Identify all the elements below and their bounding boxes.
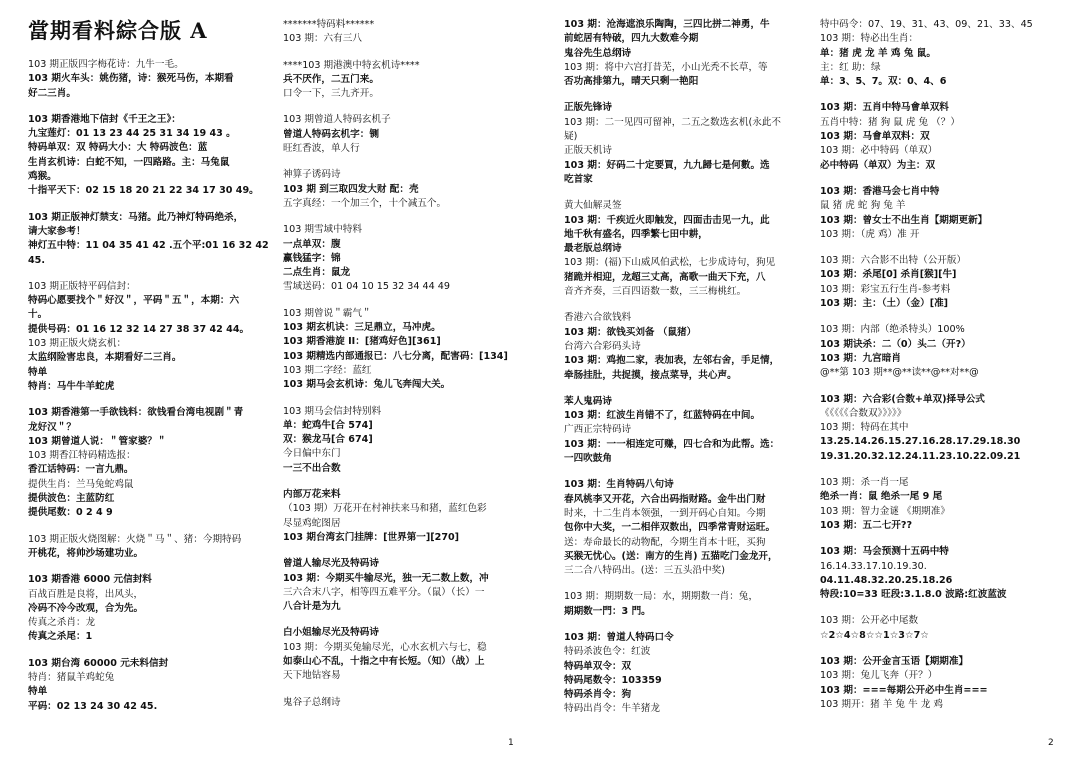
text-line: 否功高排第九，晴天只剩一艳阳 xyxy=(564,76,699,88)
text-block xyxy=(820,655,1065,712)
text-block xyxy=(820,614,1065,643)
text-block xyxy=(564,101,808,187)
text-line: 鸡猴。 xyxy=(28,171,57,183)
text-line: 神灯五中特：11 04 35 41 42 .五个平:01 16 32 42 xyxy=(28,240,269,252)
text-line: 五肖中特：猪 狗 鼠 虎 兔 （？） xyxy=(820,116,960,128)
text-line: 特肖：猪鼠羊鸡蛇兔 xyxy=(28,671,115,683)
text-block xyxy=(564,590,808,619)
text-line: 16.14.33.17.10.19.30. xyxy=(820,560,927,572)
text-block xyxy=(283,59,521,102)
text-line: 香江话特码：一言九鼎。 xyxy=(28,464,134,476)
text-line: 103 期：公开金言玉语【期期准】 xyxy=(820,655,969,667)
text-line: 103 期正版特平码信封： xyxy=(28,280,136,292)
text-line: 《《《《《合数双》》》》》 xyxy=(820,407,907,419)
text-line: 绝杀一肖：鼠 绝杀一尾 9 尾 xyxy=(820,491,943,503)
text-line: 三二合八特码出。(送：三五头沿中奖) xyxy=(564,565,725,577)
text-line: 103 期玄机诀：三足鼎立，马冲虎。 xyxy=(283,322,441,334)
text-block xyxy=(820,254,1065,311)
text-line: 台湾六合彩码头诗 xyxy=(564,340,641,352)
text-line: 103 期：===每期公开必中生肖=== xyxy=(820,684,988,696)
text-line: 103 期二字经：蓝红 xyxy=(283,364,372,376)
text-block xyxy=(564,18,808,89)
text-line: 特单 xyxy=(28,686,48,698)
text-line: 特码单双：双 特码大小：大 特码波色：蓝 xyxy=(28,142,208,154)
text-line: 兵不厌作，二五门来。 xyxy=(283,73,379,85)
text-line: 旺红香波，单人行 xyxy=(283,143,360,155)
text-line: 103 期：生肖特码八句诗 xyxy=(564,479,674,491)
column-2 xyxy=(283,18,521,722)
text-line: 103 期：一一相连定可赚，四七合和为此帮。选： xyxy=(564,438,780,450)
column-3 xyxy=(564,18,808,729)
text-line: 单：3、5、7。双：0、4、6 xyxy=(820,76,947,88)
text-line: 传真之杀尾：1 xyxy=(28,631,93,643)
text-line: 特段:10=33 旺段:3.1.8.0 波路:红波蓝波 xyxy=(820,589,1007,601)
column-2-blocks xyxy=(283,18,521,710)
text-line: 103 期：沧海遮浪乐陶陶，三四比拼二神勇，牛 xyxy=(564,19,770,30)
text-line: 103 期：兔儿飞奔（开？） xyxy=(820,670,938,682)
text-block xyxy=(28,406,268,520)
text-line: 103 期台湾玄门挂牌：[世界第一][270] xyxy=(283,531,460,543)
text-line: 请大家参考！ xyxy=(28,225,86,237)
text-block xyxy=(283,696,521,710)
text-block xyxy=(564,478,808,578)
text-line: 103 期：红波生肖错不了，红蓝特码在中间。 xyxy=(564,410,761,422)
column-3-blocks xyxy=(564,18,808,717)
text-block xyxy=(283,18,521,47)
text-line: 13.25.14.26.15.27.16.28.17.29.18.30 xyxy=(820,436,1021,448)
text-line: 45. xyxy=(28,254,45,266)
text-line: 双：猴龙马[合 674] xyxy=(283,434,373,446)
text-line: 春风桃李又开花，六合出码指财路。金牛出门财 xyxy=(564,493,766,505)
text-line: 103 期：杀一肖一尾 xyxy=(820,477,909,489)
text-line: 三六合末八字，相等四五难平分。（鼠）（长）一 xyxy=(283,586,485,598)
text-line: 一三不出合数 xyxy=(283,462,341,474)
text-block xyxy=(283,223,521,294)
text-block xyxy=(28,657,268,714)
text-block xyxy=(283,307,521,393)
text-block xyxy=(820,476,1065,533)
text-line: 特码单双令：双 xyxy=(564,660,632,672)
text-block xyxy=(28,211,268,268)
text-line: 103 期曾道人特码玄机子 xyxy=(283,114,391,126)
text-line: 期期数一門：3 門。 xyxy=(564,605,651,617)
text-line: 黄大仙解灵签 xyxy=(564,200,622,212)
text-line: 103 期香港旋 II：[猪鸡好色][361] xyxy=(283,336,441,348)
text-line: 特中码令：07、19、31、43、09、21、33、45 xyxy=(820,19,1033,30)
text-line: 广西正宗特码诗 xyxy=(564,424,632,436)
text-block xyxy=(283,488,521,545)
page-title: 當期看料綜合版 A xyxy=(28,18,208,43)
text-line: 时来，十二生肖本领强，一到开码心自知。今期 xyxy=(564,507,766,519)
text-line: 103 期：将中六宫打昔芜，小山光秃不长草，等 xyxy=(564,61,768,73)
text-line: 十。 xyxy=(28,309,48,321)
text-line: 内部万花来料 xyxy=(283,489,341,501)
text-line: 103 期：马會单双料：双 xyxy=(820,131,930,143)
text-block xyxy=(283,626,521,683)
text-line: 传真之杀肖：龙 xyxy=(28,617,96,629)
text-block xyxy=(564,631,808,717)
text-line: @**第 103 期**@**读**@**对**@ xyxy=(820,367,979,379)
text-line: 103 期雪域中特料 xyxy=(283,224,362,236)
column-1 xyxy=(28,18,268,726)
text-line: 鼠 猪 虎 蛇 狗 兔 羊 xyxy=(820,200,906,212)
text-line: 二点生肖：鼠龙 xyxy=(283,267,351,279)
right-page xyxy=(540,0,1080,762)
text-line: 冷码不冷今改观，合为先。 xyxy=(28,602,144,614)
text-line: 103 期精选内部通报已：八七分离，配害码：[134] xyxy=(283,350,508,362)
text-line: 103 期：五二七开?? xyxy=(820,519,913,531)
text-line: 送：寿命最长的动物配，今期生肖本十旺，买狗 xyxy=(564,536,766,548)
text-line: 八合计是为九 xyxy=(283,601,341,613)
text-line: 地千秋有盛名，四季繁七田中耕， xyxy=(564,228,708,240)
text-line: 口令一下，三九齐开。 xyxy=(283,88,379,100)
text-block xyxy=(283,557,521,614)
text-block xyxy=(28,533,268,562)
text-line: 包你中大奖，一二相伴双数出，四季常青财运旺。 xyxy=(564,522,776,534)
text-line: 正版天机诗 xyxy=(564,145,612,157)
text-line: 九宝莲灯：01 13 23 44 25 31 34 19 43 。 xyxy=(28,128,236,140)
text-line: 103 期：今期买兔输尽光，心水玄机六与七，稳 xyxy=(283,641,487,653)
text-line: 103 期：香港马会七肖中特 xyxy=(820,185,940,197)
text-line: 103 期：二一见四可留神，二五之数选玄机(永此不 xyxy=(564,116,781,128)
text-line: 曾道人特码玄机字：铡 xyxy=(283,128,379,140)
text-block xyxy=(28,58,268,101)
text-line: 平码：02 13 24 30 42 45. xyxy=(28,700,158,712)
text-block xyxy=(283,168,521,211)
text-line: 103 期曾道人说：＂管家婆？＂ xyxy=(28,435,167,447)
text-block xyxy=(28,573,268,644)
text-block xyxy=(283,405,521,476)
text-line: 103 期香港 6000 元信封料 xyxy=(28,574,152,586)
text-line: 一点单双：腹 xyxy=(283,238,341,250)
text-line: 音齐齐奏，三百四语数一数，三三梅桃红。 xyxy=(564,286,747,298)
page-number-1: 1 xyxy=(508,738,514,748)
text-line: 最老版总纲诗 xyxy=(564,243,622,255)
text-line: 103 期：九宫暗肖 xyxy=(820,352,901,364)
text-line: 龙好汉＂？ xyxy=(28,421,76,433)
text-line: ☆2☆4☆8☆☆1☆3☆7☆ xyxy=(820,629,929,641)
text-line: 猪跪并相迎，龙超三丈高，高歌一曲天下充，八 xyxy=(564,271,766,283)
text-line: 103 期：特码在其中 xyxy=(820,422,909,434)
text-line: 103 期：杀尾[0] 杀肖[猴][牛] xyxy=(820,269,957,281)
text-line: 雪域送码：01 04 10 15 32 34 44 49 xyxy=(283,281,450,293)
text-line: 尽显鸡蛇图居 xyxy=(283,517,341,529)
text-line: 疑) xyxy=(564,131,578,143)
text-line: 103 期：特必出生肖： xyxy=(820,33,919,45)
text-line: 103 期：今期买牛输尽光，独一无二数上数，冲 xyxy=(283,572,489,584)
text-block xyxy=(820,185,1065,242)
text-line: 提供号码：01 16 12 32 14 27 38 37 42 44。 xyxy=(28,323,250,335)
text-block xyxy=(564,199,808,299)
text-line: 特码心愿要找个＂好汉＂，平码＂五＂，本期：六 xyxy=(28,295,240,307)
text-line: 百战百胜是良将，出风头， xyxy=(28,588,144,600)
text-line: ****103 期港澳中特玄机诗**** xyxy=(283,59,420,71)
text-block xyxy=(820,323,1065,380)
text-line: 103 期：主：（土）（金）[准] xyxy=(820,298,949,310)
text-line: 103 期：内部（绝杀特头）100% xyxy=(820,324,965,336)
page-number-2: 2 xyxy=(1048,738,1054,748)
text-line: 提供生肖：兰马兔蛇鸡鼠 xyxy=(28,478,134,490)
text-line: 特肖：马牛牛羊蛇虎 xyxy=(28,380,115,392)
text-line: 103 期曾说＂霸气＂ xyxy=(283,307,372,319)
text-line: 牵肠挂肚，共捉摸，接点菜导，共心声。 xyxy=(564,369,737,381)
text-line: 103 期：好码二十定要買，九九歸七是何數。选 xyxy=(564,159,770,171)
text-line: 特单 xyxy=(28,366,48,378)
text-line: 103 期开：猪 羊 兔 牛 龙 鸡 xyxy=(820,698,943,710)
text-line: 103 期：鸡抱二家，表加表，左邻右舍，手足情， xyxy=(564,355,780,367)
text-line: 103 期香江特码精选报： xyxy=(28,450,136,462)
text-line: 特码杀肖令：狗 xyxy=(564,689,632,701)
text-line: 103 期：曾女士不出生肖【期期更新】 xyxy=(820,214,988,226)
text-block xyxy=(564,311,808,382)
text-line: 103 期：马会预测十五码中特 xyxy=(820,546,949,558)
text-line: 103 期：期期数一局：水，期期数一肖：兔， xyxy=(564,591,759,603)
text-block xyxy=(820,393,1065,464)
text-line: 一四吹鼓角 xyxy=(564,453,612,465)
text-line: 单：猪 虎 龙 羊 鸡 兔 鼠。 xyxy=(820,47,936,59)
text-line: 曾道人输尽光及特码诗 xyxy=(283,558,379,570)
text-line: 103 期马会玄机诗：兔儿飞奔闯大关。 xyxy=(283,379,451,391)
text-line: 好二三肖。 xyxy=(28,87,76,99)
text-line: 103 期：彩宝五行生肖-参考料 xyxy=(820,283,951,295)
text-line: 103 期火车头：姚伤猪，诗：猴死马伤，本期看 xyxy=(28,73,234,85)
text-line: 特码出肖令：牛羊猪龙 xyxy=(564,703,660,715)
text-block xyxy=(820,18,1065,89)
text-line: 103 期：公开必中尾数 xyxy=(820,615,919,627)
text-line: 开桃花，将帅沙场建功业。 xyxy=(28,547,144,559)
text-line: 提供波色：主蓝防红 xyxy=(28,493,115,505)
text-block xyxy=(28,280,268,394)
text-line: 白小姐输尽光及特码诗 xyxy=(283,627,379,639)
text-line: （103 期）万花开在村神扶来马和猪，蓝红色彩 xyxy=(283,503,487,515)
text-line: 103 期 到三取四发大财 配：壳 xyxy=(283,183,419,195)
text-line: *******特码料****** xyxy=(283,19,375,30)
text-block xyxy=(820,101,1065,172)
text-line: 必中特码（单双）为主：双 xyxy=(820,159,936,171)
text-line: 103 期正版神灯禁支：马猪。此乃神灯特码绝杀， xyxy=(28,211,244,223)
text-line: 103 期：六合彩(合数+单双)择导公式 xyxy=(820,393,985,405)
text-line: 04.11.48.32.20.25.18.26 xyxy=(820,574,953,586)
text-line: 苯人鬼码诗 xyxy=(564,395,612,407)
text-line: 太监纲险害忠良，本期看好二三肖。 xyxy=(28,352,182,364)
text-line: 19.31.20.32.12.24.11.23.10.22.09.21 xyxy=(820,450,1021,462)
text-line: 鬼谷子总纲诗 xyxy=(283,696,341,708)
text-line: 正版先锋诗 xyxy=(564,102,612,114)
text-line: 神算子诱码诗 xyxy=(283,169,341,181)
text-line: 103 期：欲钱买刘备 （鼠猪） xyxy=(564,326,697,338)
column-4-blocks xyxy=(820,18,1065,712)
text-line: 主：红 助：绿 xyxy=(820,61,881,73)
text-line: 103 期正版四字梅花诗：九牛一毛。 xyxy=(28,59,184,70)
text-line: 103 期正版火烧玄机： xyxy=(28,338,127,350)
text-line: 103 期正版火烧图解：火烧＂马＂、猪：今期特码 xyxy=(28,533,242,545)
text-line: 103 期：(福)下山威风伯武松，七步成诗句，狗见 xyxy=(564,257,776,269)
text-line: 103 期香港地下信封《千王之王》： xyxy=(28,113,181,125)
text-line: 103 期马会信封特别料 xyxy=(283,405,382,417)
text-line: 赢钱猛字：锦 xyxy=(283,252,341,264)
text-line: 单：蛇鸡牛[合 574] xyxy=(283,419,373,431)
text-line: 买猴无忧心。(送：南方的生肖) 五猫吃门金龙开， xyxy=(564,550,778,562)
column-1-blocks xyxy=(28,58,268,714)
text-block xyxy=(820,545,1065,602)
text-block xyxy=(283,113,521,156)
text-line: 提供尾数：0 2 4 9 xyxy=(28,507,113,519)
text-line: 103 期：千疾近火即触发，四面击击见一九，此 xyxy=(564,214,770,226)
text-line: 103 期：六有三八 xyxy=(283,33,362,45)
text-line: 103 期台湾 60000 元未料信封 xyxy=(28,657,169,669)
text-line: 103 期：五肖中特马會单双料 xyxy=(820,102,949,114)
text-line: 十指平天下：02 15 18 20 21 22 34 17 30 49。 xyxy=(28,185,259,197)
text-line: 特码杀波色令：红波 xyxy=(564,646,651,658)
text-line: 前蛇居有特破，四九大数难今期 xyxy=(564,33,699,45)
text-line: 103 期：曾道人特码口令 xyxy=(564,631,674,643)
text-line: 103 期诀杀：二（0）头二（开?） xyxy=(820,338,971,350)
text-line: 103 期：（虎 鸡）准 开 xyxy=(820,228,920,240)
text-line: 今日偏中东门 xyxy=(283,448,341,460)
column-4 xyxy=(820,18,1065,724)
text-block xyxy=(28,113,268,199)
text-line: 鬼谷先生总纲诗 xyxy=(564,47,632,59)
text-line: 五字真经：一个加三个，十个减五个。 xyxy=(283,197,447,209)
text-line: 香港六合欲钱料 xyxy=(564,312,632,324)
text-line: 103 期香港第一手欲钱料：欲钱看台湾电视剧＂青 xyxy=(28,407,244,419)
text-line: 103 期：智力金谜 《期期准》 xyxy=(820,505,950,517)
text-line: 如泰山心不乱，十指之中有长短。（知）（战）上 xyxy=(283,655,485,667)
text-line: 103 期：六合影不出特（公开版） xyxy=(820,255,967,267)
text-line: 生肖玄机诗：白蛇不知，一四路路。主：马兔鼠 xyxy=(28,156,230,168)
text-block xyxy=(564,395,808,466)
text-line: 103 期：必中特码（单双） xyxy=(820,145,938,157)
text-line: 吃首家 xyxy=(564,173,593,185)
text-line: 特码尾数令：103359 xyxy=(564,674,662,686)
text-line: 天下地钻容易 xyxy=(283,670,341,682)
